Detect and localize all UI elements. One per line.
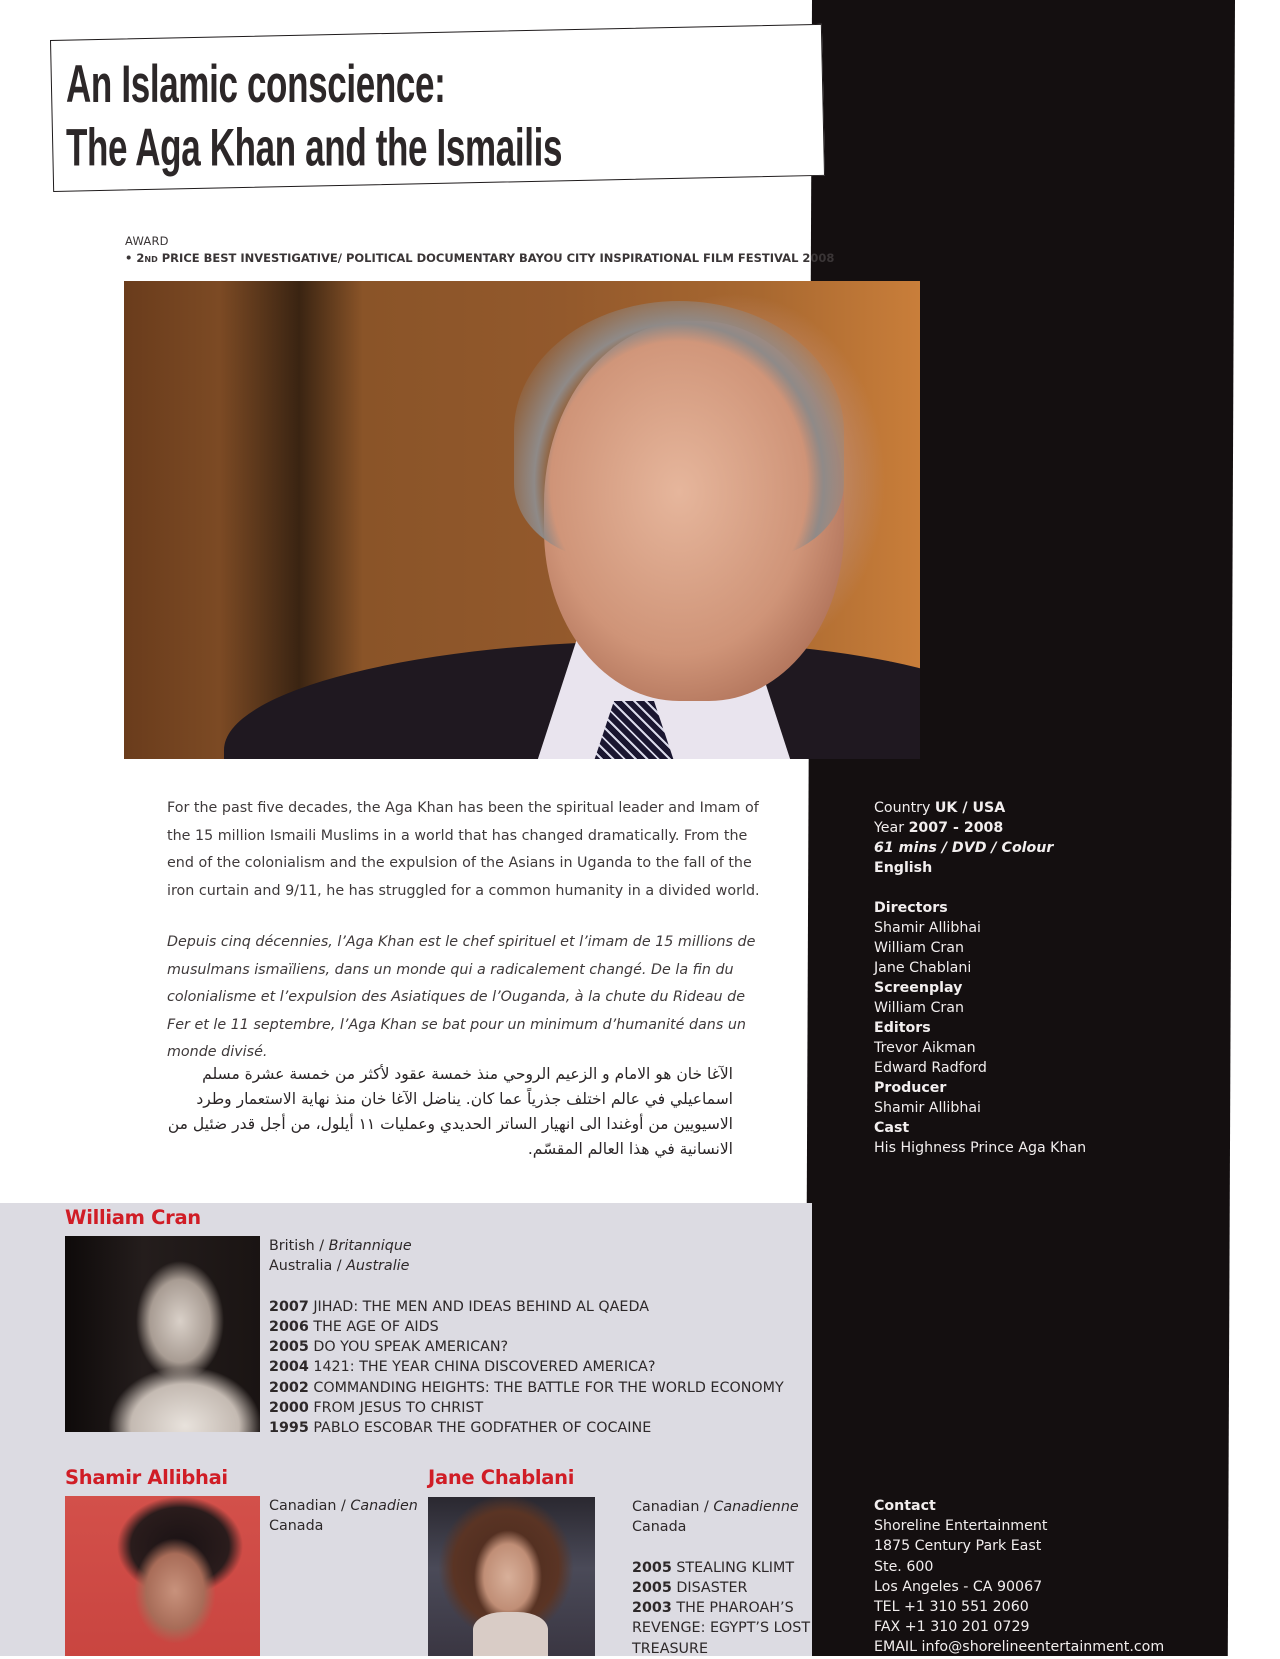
film-title: 1421: THE YEAR CHINA DISCOVERED AMERICA?	[313, 1359, 656, 1376]
contact-address-1: 1875 Century Park East	[874, 1538, 1042, 1555]
film-title: STEALING KLIMT	[676, 1559, 795, 1576]
filmography-item	[632, 1578, 812, 1598]
filmography-item	[632, 1598, 812, 1659]
screenplay-name: William Cran	[874, 1000, 964, 1016]
film-year: 2007	[269, 1298, 309, 1315]
film-year: 2005	[632, 1579, 672, 1596]
country-en: Canada	[269, 1518, 324, 1535]
editors-label: Editors	[874, 1020, 931, 1036]
year-label: Year	[874, 820, 905, 836]
filmography-item	[269, 1297, 784, 1317]
year-value: 2007 - 2008	[908, 820, 1004, 836]
director-name: Jane Chablani	[874, 960, 972, 976]
bio-name-william-cran: William Cran	[65, 1206, 201, 1229]
contact-fax: FAX +1 310 201 0729	[874, 1619, 1030, 1636]
country-en: Australia	[269, 1258, 333, 1275]
contact-address-2: Ste. 600	[874, 1558, 934, 1575]
portrait-hair	[514, 301, 844, 561]
award-block	[125, 233, 834, 268]
film-year: 2002	[269, 1379, 309, 1396]
film-title: THE AGE OF AIDS	[313, 1318, 439, 1335]
nationality-fr: Canadienne	[713, 1499, 799, 1515]
bio-info-jane-chablani	[632, 1497, 812, 1659]
bio-name-jane-chablani: Jane Chablani	[428, 1466, 575, 1489]
nationality-en: Canadian	[269, 1498, 337, 1514]
country-fr: Australie	[346, 1258, 410, 1275]
award-rank: 2	[136, 251, 145, 265]
filmography-item	[269, 1418, 784, 1438]
filmography-item	[269, 1378, 784, 1398]
film-credits	[874, 798, 1086, 1158]
nationality-row: British / Britannique	[269, 1238, 412, 1254]
contact-email[interactable]: EMAIL info@shorelineentertainment.com	[874, 1639, 1165, 1656]
language-row: English	[874, 860, 933, 876]
contact-block	[874, 1496, 1164, 1658]
cast-name: His Highness Prince Aga Khan	[874, 1140, 1087, 1156]
bio-photo-shamir-allibhai	[65, 1496, 260, 1656]
year-row	[874, 818, 1086, 838]
award-category: PRICE BEST INVESTIGATIVE/ POLITICAL DOCUMENTARY	[161, 251, 515, 265]
film-year: 2006	[269, 1318, 309, 1335]
bio-info-william-cran	[269, 1236, 784, 1439]
film-year: 1995	[269, 1420, 309, 1437]
filmography-item	[269, 1337, 784, 1357]
editor-name: Edward Radford	[874, 1060, 987, 1076]
title-line-1: An Islamic conscience:	[66, 54, 446, 114]
cast-label: Cast	[874, 1120, 910, 1136]
award-label: AWARD	[125, 234, 169, 248]
filmography-item	[269, 1398, 784, 1418]
country-row	[874, 798, 1086, 818]
contact-city: Los Angeles - CA 90067	[874, 1578, 1043, 1595]
country-en: Canada	[632, 1519, 687, 1536]
format-row: 61 mins / DVD / Colour	[874, 840, 1054, 856]
nationality-en: British	[269, 1238, 315, 1254]
nationality-en: Canadian	[632, 1499, 700, 1515]
film-title: THE PHAROAH’S REVENGE: EGYPT’S LOST TREASURE	[632, 1600, 811, 1657]
nationality-row: Canadian / Canadienne	[632, 1499, 799, 1515]
hero-portrait-image	[124, 281, 920, 759]
film-year: 2000	[269, 1400, 309, 1417]
film-title: COMMANDING HEIGHTS: THE BATTLE FOR THE WORLD ECONOMY	[313, 1379, 784, 1396]
editor-name: Trevor Aikman	[874, 1040, 976, 1056]
contact-company: Shoreline Entertainment	[874, 1518, 1048, 1535]
film-year: 2005	[269, 1339, 309, 1356]
film-title: DO YOU SPEAK AMERICAN?	[313, 1339, 509, 1356]
contact-label: Contact	[874, 1498, 936, 1514]
bio-photo-jane-chablani	[428, 1497, 595, 1656]
nationality-fr: Britannique	[328, 1238, 412, 1254]
synopsis-french: Depuis cinq décennies, l’Aga Khan est le chef spirituel et l’imam de 15 millions de musulmans ismaïliens, dans un monde qui a radicalement changé. De la fin du colonialisme et l’expulsion des Asiatiques de l’Ouganda, à la chute du Rideau de Fer et le 11 septembre, l’Aga Khan se bat pour un minimum d’humanité dans un monde divisé.	[167, 934, 756, 1060]
award-line	[125, 250, 834, 268]
contact-tel: TEL +1 310 551 2060	[874, 1599, 1029, 1616]
nationality-fr: Canadien	[350, 1498, 418, 1514]
filmography-item	[632, 1558, 812, 1578]
director-name: William Cran	[874, 940, 964, 956]
bio-name-shamir-allibhai: Shamir Allibhai	[65, 1466, 228, 1489]
synopsis-english: For the past five decades, the Aga Khan has been the spiritual leader and Imam of the 15 million Ismaili Muslims in a world that has changed dramatically. From the end of the colonialism and the expulsion of the Asians in Uganda to the fall of the iron curtain and 9/11, he has struggled for a common humanity in a divided world.	[167, 800, 760, 899]
photo-scarf	[473, 1612, 548, 1656]
synopsis-arabic: الآغا خان هو الامام و الزعيم الروحي منذ خمسة عقود لأكثر من خمسة عشرة مسلم اسماعيلي في عالم اختلف جذرياً عما كان. يناضل الآغا خان منذ نهاية الاستعمار وطرد الاسيويين من أوغندا الى انهيار الساتر الحديدي وعمليات ١١ أيلول، من أجل قدر ضئيل من الانسانية في هذا العالم المقسّم.	[167, 1065, 733, 1158]
filmography-item	[269, 1357, 784, 1377]
film-title: PABLO ESCOBAR THE GODFATHER OF COCAINE	[313, 1420, 652, 1437]
country-value: UK / USA	[934, 800, 1006, 816]
nationality-row: Canadian / Canadien	[269, 1498, 418, 1514]
screenplay-label: Screenplay	[874, 980, 963, 996]
director-name: Shamir Allibhai	[874, 920, 981, 936]
filmography-item	[269, 1317, 784, 1337]
page-title	[66, 52, 562, 179]
film-title: FROM JESUS TO CHRIST	[313, 1400, 484, 1417]
bio-info-shamir-allibhai	[269, 1496, 418, 1537]
film-year: 2003	[632, 1600, 672, 1617]
award-rank-suffix: ND	[144, 255, 158, 264]
film-title: JIHAD: THE MEN AND IDEAS BEHIND AL QAEDA	[313, 1298, 649, 1315]
bio-photo-william-cran	[65, 1236, 260, 1432]
title-line-2: The Aga Khan and the Ismailis	[66, 117, 563, 178]
producer-label: Producer	[874, 1080, 947, 1096]
film-title: DISASTER	[676, 1579, 748, 1596]
country-row: Australia / Australie	[269, 1258, 410, 1275]
film-year: 2004	[269, 1359, 309, 1376]
country-label: Country	[874, 800, 931, 816]
award-festival: BAYOU CITY INSPIRATIONAL FILM FESTIVAL 2008	[519, 251, 835, 265]
directors-label: Directors	[874, 900, 948, 916]
bullet-icon: •	[125, 251, 133, 265]
film-year: 2005	[632, 1559, 672, 1576]
producer-name: Shamir Allibhai	[874, 1100, 981, 1116]
